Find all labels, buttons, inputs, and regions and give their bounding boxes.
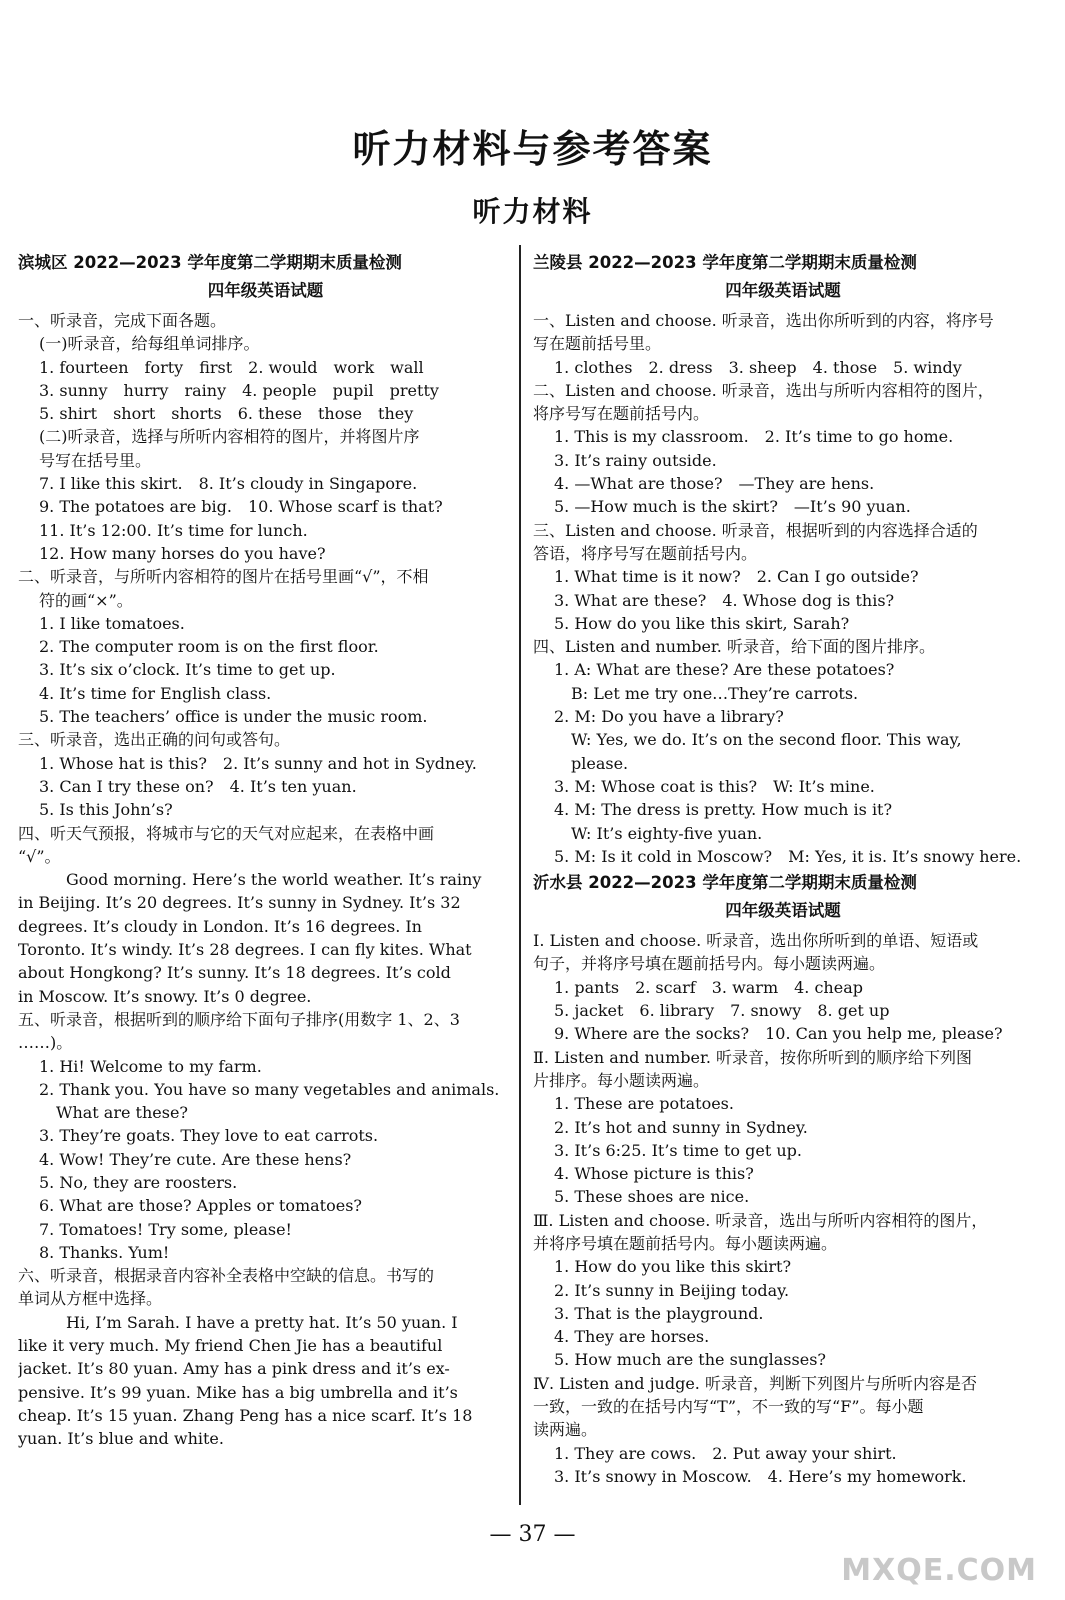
yishui-text-line: 片排序。每小题读两遍。 bbox=[533, 1070, 710, 1090]
left-text-line: 2. Thank you. You have so many vegetables and animals. bbox=[39, 1079, 500, 1099]
lanling-text-line: 5. M: Is it cold in Moscow? M: Yes, it is. It’s snowy here. bbox=[554, 846, 1022, 866]
left-text-line: 1. I like tomatoes. bbox=[39, 613, 185, 633]
left-text-line: in Moscow. It’s snowy. It’s 0 degree. bbox=[18, 986, 312, 1006]
exam-title-yishui: 沂水县 2022—2023 学年度第二学期期末质量检测 bbox=[533, 873, 917, 893]
left-text-line: cheap. It’s 15 yuan. Zhang Peng has a nice scarf. It’s 18 bbox=[18, 1405, 473, 1425]
left-text-line: like it very much. My friend Chen Jie has a beautiful bbox=[18, 1336, 443, 1356]
exam-subtitle-lanling: 四年级英语试题 bbox=[725, 281, 841, 300]
yishui-text-line: 一致，一致的在括号内写“T”，不一致的写“F”。每小题 bbox=[533, 1397, 924, 1417]
lanling-text-body bbox=[533, 309, 1033, 868]
left-text-line: 3. sunny hurry rainy 4. people pupil pretty bbox=[39, 380, 439, 400]
yishui-text-line: Ⅳ. Listen and judge. 听录音，判断下列图片与所听内容是否 bbox=[533, 1373, 977, 1393]
left-text-line: 一、听录音，完成下面各题。 bbox=[18, 311, 227, 330]
lanling-text-line: 1. What time is it now? 2. Can I go outside? bbox=[554, 567, 919, 587]
yishui-text-line: 2. It’s sunny in Beijing today. bbox=[554, 1280, 790, 1300]
left-text-line: 7. Tomatoes! Try some, please! bbox=[39, 1219, 292, 1239]
left-text-line: 5. The teachers’ office is under the music room. bbox=[39, 707, 428, 727]
lanling-text-line: 3. M: Whose coat is this? W: It’s mine. bbox=[554, 776, 875, 796]
page-number: — 37 — bbox=[489, 1522, 576, 1547]
left-text-line: ……)。 bbox=[18, 1033, 73, 1053]
lanling-text-line: 将序号写在题前括号内。 bbox=[533, 404, 710, 424]
yishui-text-line: 3. It’s snowy in Moscow. 4. Here’s my homework. bbox=[554, 1466, 967, 1486]
lanling-text-line: 4. —What are those? —They are hens. bbox=[554, 474, 875, 494]
left-text-line: degrees. It’s cloudy in London. It’s 16 degrees. In bbox=[18, 916, 422, 936]
left-text-line: 1. fourteen forty first 2. would work wall bbox=[39, 357, 424, 377]
yishui-text-line: 5. How much are the sunglasses? bbox=[554, 1350, 826, 1370]
lanling-text-line: W: Yes, we do. It’s on the second floor. This way, bbox=[571, 730, 962, 750]
exam-title-lanling: 兰陵县 2022—2023 学年度第二学期期末质量检测 bbox=[533, 253, 917, 272]
lanling-text-line: 答语，将序号写在题前括号内。 bbox=[533, 543, 758, 563]
left-text-line: pensive. It’s 99 yuan. Mike has a big umbrella and it’s bbox=[18, 1382, 458, 1402]
left-column bbox=[18, 248, 513, 1451]
lanling-text-line: 5. How do you like this skirt, Sarah? bbox=[554, 613, 850, 633]
left-text-line: 9. The potatoes are big. 10. Whose scarf is that? bbox=[39, 497, 443, 517]
exam-subtitle-yishui: 四年级英语试题 bbox=[725, 901, 841, 921]
left-text-line: yuan. It’s blue and white. bbox=[18, 1429, 224, 1449]
left-text-line: 5. No, they are roosters. bbox=[39, 1172, 238, 1192]
lanling-text-line: 5. —How much is the skirt? —It’s 90 yuan. bbox=[554, 497, 911, 517]
left-text-line: 号写在括号里。 bbox=[39, 450, 152, 470]
left-text-line: Hi, I’m Sarah. I have a pretty hat. It’s 50 yuan. I bbox=[66, 1312, 458, 1332]
left-text-line: “√”。 bbox=[18, 846, 61, 866]
yishui-text-line: 1. How do you like this skirt? bbox=[554, 1257, 792, 1277]
yishui-text-line: 5. jacket 6. library 7. snowy 8. get up bbox=[554, 1001, 890, 1021]
left-text-line: 3. Can I try these on? 4. It’s ten yuan. bbox=[39, 776, 357, 796]
yishui-text-line: Ⅲ. Listen and choose. 听录音，选出与所听内容相符的图片， bbox=[533, 1210, 988, 1230]
yishui-text-line: 2. It’s hot and sunny in Sydney. bbox=[554, 1117, 808, 1137]
lanling-text-line: 三、Listen and choose. 听录音，根据听到的内容选择合适的 bbox=[533, 520, 978, 540]
exam-title-bincheng: 滨城区 2022—2023 学年度第二学期期末质量检测 bbox=[18, 253, 402, 272]
lanling-text-line: 四、Listen and number. 听录音，给下面的图片排序。 bbox=[533, 637, 935, 657]
yishui-text-line: 1. pants 2. scarf 3. warm 4. cheap bbox=[554, 977, 863, 997]
left-text-line: 2. The computer room is on the first floor. bbox=[39, 637, 379, 657]
yishui-text-body bbox=[533, 929, 1033, 1488]
lanling-text-line: B: Let me try one…They’re carrots. bbox=[571, 683, 859, 703]
left-text-line: 12. How many horses do you have? bbox=[39, 543, 326, 563]
left-text-line: 11. It’s 12:00. It’s time for lunch. bbox=[39, 520, 308, 540]
yishui-text-line: 1. They are cows. 2. Put away your shirt. bbox=[554, 1443, 897, 1463]
left-text-line: Good morning. Here’s the world weather. It’s rainy bbox=[66, 870, 482, 890]
left-text-line: 8. Thanks. Yum! bbox=[39, 1242, 170, 1262]
yishui-text-line: 1. These are potatoes. bbox=[554, 1094, 734, 1114]
left-text-line: 二、听录音，与所听内容相符的图片在括号里画“√”，不相 bbox=[18, 567, 429, 587]
right-column bbox=[533, 248, 1033, 1488]
left-text-line: What are these? bbox=[56, 1103, 189, 1123]
lanling-text-line: 3. What are these? 4. Whose dog is this? bbox=[554, 590, 895, 610]
yishui-text-line: 3. It’s 6:25. It’s time to get up. bbox=[554, 1140, 802, 1160]
yishui-text-line: 4. They are horses. bbox=[554, 1327, 710, 1347]
yishui-text-line: 3. That is the playground. bbox=[554, 1303, 764, 1323]
left-text-line: 六、听录音，根据录音内容补全表格中空缺的信息。书写的 bbox=[18, 1266, 435, 1286]
exam-subtitle-bincheng: 四年级英语试题 bbox=[207, 281, 324, 300]
left-text-line: 1. Whose hat is this? 2. It’s sunny and hot in Sydney. bbox=[39, 753, 477, 773]
yishui-text-line: Ⅱ. Listen and number. 听录音，按你所听到的顺序给下列图 bbox=[533, 1047, 973, 1067]
left-text-line: 四、听天气预报，将城市与它的天气对应起来，在表格中画 bbox=[18, 823, 435, 843]
left-text-body bbox=[18, 309, 513, 1451]
lanling-text-line: W: It’s eighty-five yuan. bbox=[571, 823, 763, 843]
left-text-line: jacket. It’s 80 yuan. Amy has a pink dress and it’s ex- bbox=[18, 1359, 450, 1379]
left-text-line: 单词从方框中选择。 bbox=[18, 1289, 163, 1309]
left-text-line: 5. shirt short shorts 6. these those they bbox=[39, 404, 414, 424]
yishui-text-line: 4. Whose picture is this? bbox=[554, 1164, 754, 1184]
left-text-line: in Beijing. It’s 20 degrees. It’s sunny in Sydney. It’s 32 bbox=[18, 893, 461, 913]
left-text-line: 3. It’s six o’clock. It’s time to get up. bbox=[39, 660, 336, 680]
left-text-line: (二)听录音，选择与所听内容相符的图片，并将图片序 bbox=[39, 427, 420, 447]
watermark-logo: MXQE.COM bbox=[841, 1553, 1037, 1588]
yishui-text-line: 并将序号填在题前括号内。每小题读两遍。 bbox=[533, 1233, 838, 1253]
page-title: 听力材料与参考答案 bbox=[352, 127, 713, 171]
left-text-line: 5. Is this John’s? bbox=[39, 800, 173, 820]
lanling-text-line: 1. This is my classroom. 2. It’s time to go home. bbox=[554, 427, 954, 447]
left-text-line: about Hongkong? It’s sunny. It’s 18 degrees. It’s cold bbox=[18, 963, 451, 983]
lanling-text-line: 二、Listen and choose. 听录音，选出与所听内容相符的图片， bbox=[533, 380, 994, 400]
yishui-text-line: 读两遍。 bbox=[533, 1420, 598, 1440]
left-text-line: 符的画“×”。 bbox=[39, 590, 133, 610]
left-text-line: 1. Hi! Welcome to my farm. bbox=[39, 1056, 262, 1076]
left-text-line: 3. They’re goats. They love to eat carrots. bbox=[39, 1126, 379, 1146]
lanling-text-line: 写在题前括号里。 bbox=[533, 334, 662, 354]
lanling-text-line: 一、Listen and choose. 听录音，选出你所听到的内容，将序号 bbox=[533, 311, 994, 330]
lanling-text-line: 1. A: What are these? Are these potatoes? bbox=[554, 660, 895, 680]
yishui-text-line: 句子，并将序号填在题前括号内。每小题读两遍。 bbox=[533, 954, 886, 974]
section-title: 听力材料 bbox=[472, 195, 593, 228]
yishui-text-line: 9. Where are the socks? 10. Can you help me, please? bbox=[554, 1024, 1003, 1044]
lanling-text-line: 4. M: The dress is pretty. How much is it? bbox=[554, 800, 893, 820]
left-text-line: Toronto. It’s windy. It’s 28 degrees. I can fly kites. What bbox=[18, 940, 472, 960]
left-text-line: 7. I like this skirt. 8. It’s cloudy in Singapore. bbox=[39, 474, 418, 494]
left-text-line: 五、听录音，根据听到的顺序给下面句子排序(用数字 1、2、3 bbox=[18, 1009, 460, 1029]
left-text-line: 4. Wow! They’re cute. Are these hens? bbox=[39, 1149, 352, 1169]
left-text-line: 三、听录音，选出正确的问句或答句。 bbox=[18, 730, 291, 750]
column-divider bbox=[519, 245, 521, 1505]
left-text-line: 4. It’s time for English class. bbox=[39, 683, 272, 703]
yishui-text-line: 5. These shoes are nice. bbox=[554, 1187, 750, 1207]
lanling-text-line: please. bbox=[571, 753, 629, 773]
lanling-text-line: 3. It’s rainy outside. bbox=[554, 450, 717, 470]
left-text-line: 6. What are those? Apples or tomatoes? bbox=[39, 1196, 362, 1216]
left-text-line: (一)听录音，给每组单词排序。 bbox=[39, 334, 260, 354]
lanling-text-line: 1. clothes 2. dress 3. sheep 4. those 5. windy bbox=[554, 357, 962, 377]
yishui-text-line: Ⅰ. Listen and choose. 听录音，选出你所听到的单语、短语或 bbox=[533, 931, 979, 951]
lanling-text-line: 2. M: Do you have a library? bbox=[554, 707, 784, 727]
